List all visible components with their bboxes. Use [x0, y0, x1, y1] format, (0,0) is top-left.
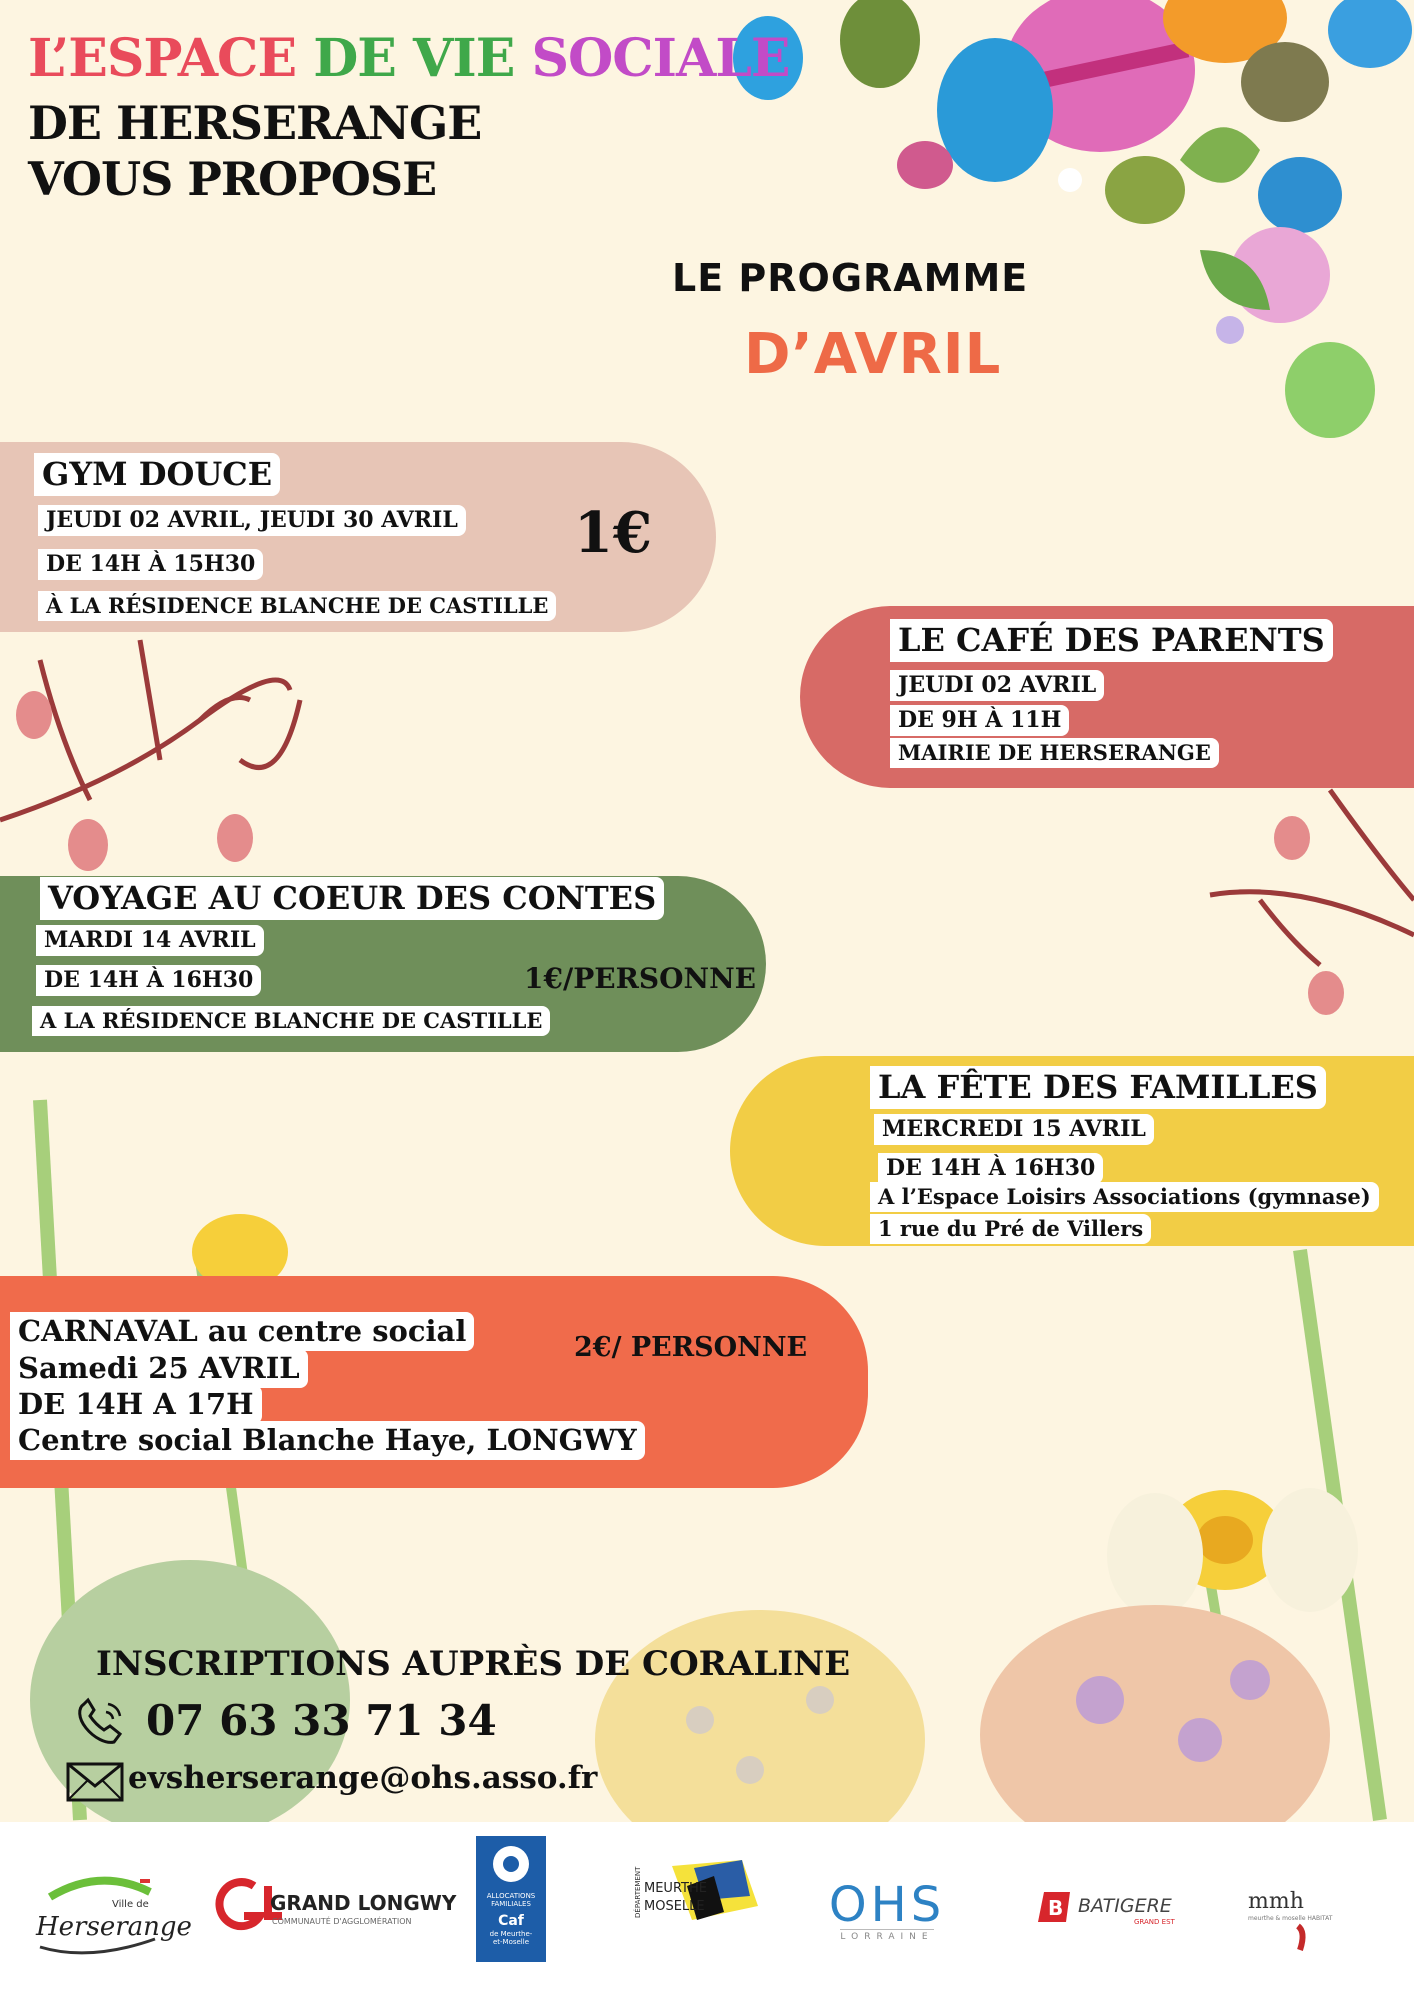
caf-logo [476, 1836, 546, 1962]
herserange-logo-text: Herserange [36, 1912, 192, 1942]
phone-number[interactable]: 07 63 33 71 34 [146, 1696, 497, 1745]
event-title: LE CAFÉ DES PARENTS [890, 619, 1333, 662]
svg-text:B: B [1048, 1896, 1064, 1920]
event-price: 2€/ PERSONNE [574, 1332, 808, 1363]
event-date: Samedi 25 AVRIL [10, 1349, 308, 1388]
dept-side-text: DÉPARTEMENT [634, 1866, 642, 1918]
email-address[interactable]: evsherserange@ohs.asso.fr [128, 1760, 598, 1796]
event-time: DE 14H À 15H30 [38, 549, 263, 580]
mmh-text: mmh [1248, 1889, 1304, 1914]
title-part-1: L’ESPACE [28, 28, 297, 89]
mmh-subtext: meurthe & moselle HABITAT [1248, 1915, 1333, 1922]
event-date: JEUDI 02 AVRIL [890, 670, 1104, 701]
event-date: MERCREDI 15 AVRIL [874, 1114, 1154, 1145]
title-part-2: DE VIE [313, 28, 515, 89]
event-time: DE 9H À 11H [890, 705, 1069, 736]
caf-line-4: de Meurthe- [489, 1929, 533, 1938]
branch-decoration-right [1210, 790, 1414, 965]
event-date: JEUDI 02 AVRIL, JEUDI 30 AVRIL [38, 505, 466, 536]
caf-line-2: FAMILIALES [491, 1900, 531, 1909]
event-place-address: 1 rue du Pré de Villers [870, 1214, 1151, 1244]
mmh-logo [1240, 1868, 1333, 1958]
event-price: 1€ [574, 500, 652, 566]
batigere-text: BATIGERE [1078, 1895, 1172, 1917]
title-line-3: VOUS PROPOSE [28, 152, 437, 206]
phone-icon [74, 1698, 128, 1748]
event-place: MAIRIE DE HERSERANGE [890, 738, 1219, 768]
caf-line-3: Caf [498, 1912, 524, 1929]
event-place: Centre social Blanche Haye, LONGWY [10, 1421, 645, 1460]
event-place: A LA RÉSIDENCE BLANCHE DE CASTILLE [32, 1006, 550, 1036]
title-line-2: DE HERSERANGE [28, 96, 482, 150]
programme-heading: LE PROGRAMME [672, 256, 1029, 300]
partners-footer [0, 1822, 1414, 2000]
meurthe-moselle-logo [632, 1856, 762, 1936]
ohs-text: OHS [828, 1876, 946, 1933]
main-title [28, 28, 790, 89]
dept-line-2: MOSELLE [644, 1899, 705, 1914]
event-date: MARDI 14 AVRIL [36, 925, 264, 956]
grand-longwy-subtext: COMMUNAUTÉ D'AGGLOMÉRATION [272, 1917, 412, 1926]
event-place: A l’Espace Loisirs Associations (gymnase) [870, 1182, 1379, 1212]
event-time: DE 14H À 16H30 [878, 1153, 1103, 1184]
caf-line-5: et-Moselle [492, 1937, 530, 1946]
event-time: DE 14H A 17H [10, 1385, 262, 1424]
contact-title: INSCRIPTIONS AUPRÈS DE CORALINE [96, 1644, 851, 1684]
programme-month: D’AVRIL [744, 322, 1002, 387]
ohs-subtext: LORRAINE [840, 1929, 933, 1942]
grand-longwy-logo [214, 1872, 457, 1942]
batigere-logo [1034, 1882, 1194, 1932]
dept-line-1: MEURTHE [644, 1881, 707, 1896]
grand-longwy-text: GRAND LONGWY [270, 1891, 457, 1915]
caf-line-1: ALLOCATIONS [486, 1892, 536, 1900]
event-title: LA FÊTE DES FAMILLES [870, 1066, 1326, 1109]
event-price: 1€/PERSONNE [524, 962, 756, 995]
envelope-icon [66, 1762, 124, 1802]
herserange-logo-small: Ville de [112, 1899, 149, 1910]
batigere-subtext: GRAND EST [1134, 1918, 1175, 1926]
event-place: À LA RÉSIDENCE BLANCHE DE CASTILLE [38, 591, 556, 621]
ohs-logo [812, 1876, 962, 1946]
title-part-3: SOCIALE [531, 28, 790, 89]
event-title: VOYAGE AU COEUR DES CONTES [40, 877, 664, 920]
event-title: GYM DOUCE [34, 453, 280, 496]
herserange-logo [30, 1867, 192, 1962]
event-title: CARNAVAL au centre social [10, 1312, 474, 1351]
event-time: DE 14H À 16H30 [36, 965, 261, 996]
